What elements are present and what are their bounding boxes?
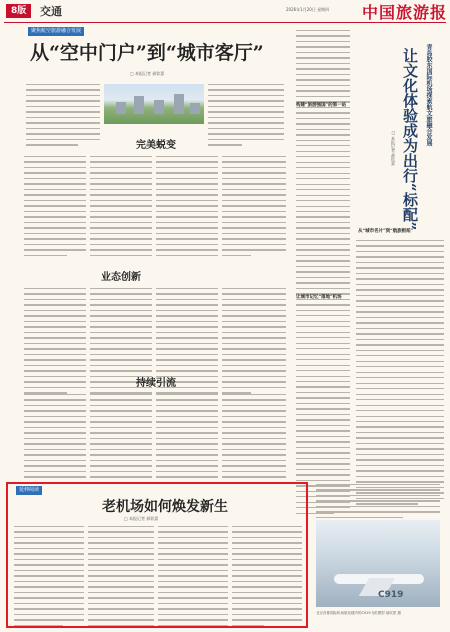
bottom-col-1 [14, 526, 84, 630]
side-kicker: 青岛胶东国际机场探索航文旅融合发展 [425, 44, 432, 146]
body-col-3d [222, 394, 286, 487]
body-col-1a [24, 156, 86, 260]
plane-label: C919 [378, 590, 404, 600]
body-col-1b [90, 156, 152, 260]
bottom-headline: 老机场如何焕发新生 [102, 499, 228, 515]
bottom-col-3 [158, 526, 228, 630]
section-title: 交通 [40, 5, 62, 18]
page-header [0, 0, 450, 22]
bottom-col-2 [88, 526, 154, 630]
body-col-1d [222, 156, 286, 260]
body-col-3b [90, 394, 152, 487]
subhead-1: 完美蜕变 [136, 140, 176, 151]
side-body-col-3 [316, 484, 440, 522]
bottom-col-4 [232, 526, 302, 630]
subhead-2: 业态创新 [101, 272, 141, 283]
side-headline: 让文化体验成为出行“标配” [401, 48, 419, 231]
airport-park-photo [104, 84, 204, 124]
main-article-tag: 聚焦航空旅游融合发展 [28, 27, 84, 36]
body-col-1c [156, 156, 218, 260]
body-col-3a [24, 394, 86, 487]
bottom-byline: □ 本报记者 郝钦蒙 [124, 516, 159, 521]
header-rule [4, 22, 446, 23]
newspaper-masthead: 中国旅游报 [362, 3, 448, 22]
main-headline: 从“空中门户”到“城市客厅” [30, 42, 264, 64]
photo-caption: 北京首都国际机场航站楼内的C919飞机模型 郝钦蒙 摄 [316, 611, 401, 615]
body-col-3c [156, 394, 218, 487]
side-body-col-2 [356, 240, 444, 509]
side-byline: □ 本报记者 郝钦蒙 [391, 130, 396, 166]
main-byline: □ 本报记者 郝钦蒙 [130, 71, 165, 76]
side-subhead-1: 构建“旅游强国”的第一站 [296, 103, 347, 108]
c919-model-photo [316, 520, 440, 607]
side-subhead-2: 让城市记忆“落地”机场 [296, 295, 342, 300]
side-subhead-3: 从“城市名片”到“航旅枢纽” [358, 229, 414, 234]
bottom-article-tag: 延伸阅读 [16, 486, 42, 495]
dateline: 2026年1月20日 星期四 [286, 7, 330, 12]
edition-badge: 8版 [6, 4, 31, 18]
subhead-3: 持续引流 [136, 378, 176, 389]
